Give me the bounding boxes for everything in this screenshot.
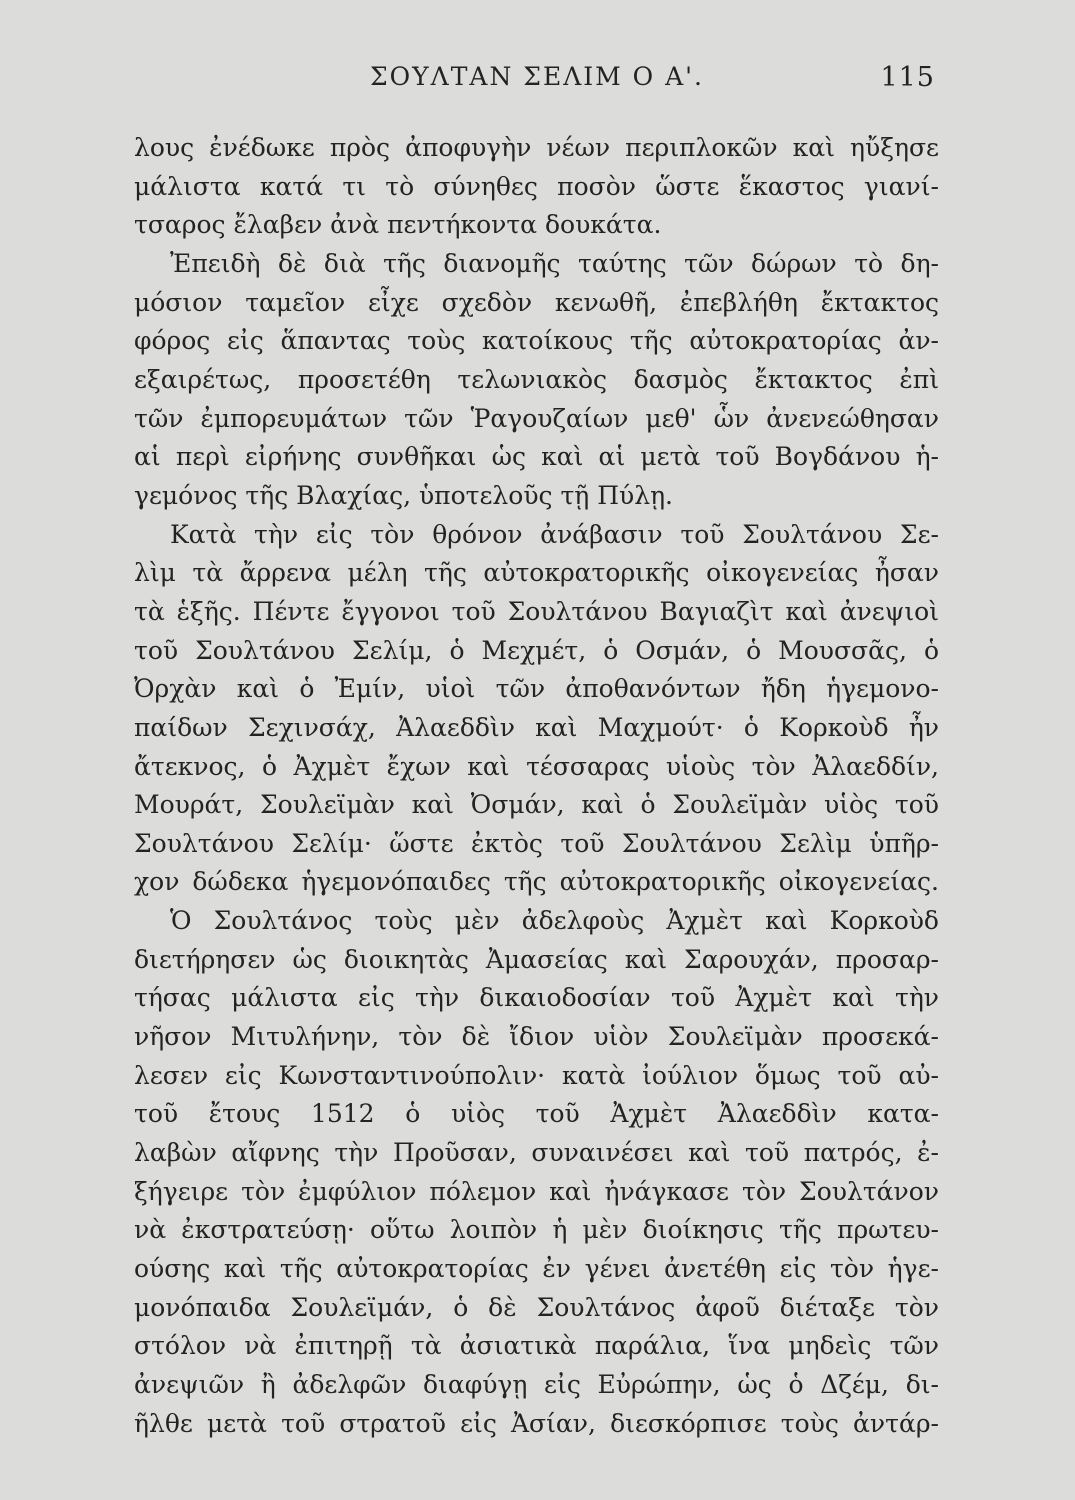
text-line: Ἐπειδὴ δὲ διὰ τῆς διανομῆς ταύτης τῶν δώρων τὸ δη- bbox=[170, 248, 939, 278]
text-line: λεσεν εἰς Κωνσταντινούπολιν· κατὰ ἰούλιον ὅμως τοῦ αὐ- bbox=[134, 1060, 939, 1090]
text-line: Ὁ Σουλτάνος τοὺς μὲν ἀδελφοὺς Ἀχμὲτ καὶ Κορκοὺδ bbox=[170, 906, 939, 936]
text-line: λους ἐνέδωκε πρὸς ἀποφυγὴν νέων περιπλοκῶν καὶ ηὔξησε bbox=[134, 133, 939, 162]
text-line: Ὀρχὰν καὶ ὁ Ἐμίν, υἱοὶ τῶν ἀποθανόντων ἤδη ἡγεμονο- bbox=[134, 674, 939, 704]
text-line: τοῦ ἔτους 1512 ὁ υἱὸς τοῦ Ἀχμὲτ Ἀλαεδδὶν κατα- bbox=[134, 1099, 939, 1129]
text-line: τοῦ Σουλτάνου Σελίμ, ὁ Μεχμέτ, ὁ Οσμάν, ὁ Μουσσᾶς, ὁ bbox=[134, 635, 939, 665]
text-line: νῆσον Μιτυλήνην, τὸν δὲ ἴδιον υἱὸν Σουλεϊμὰν προσεκά- bbox=[134, 1022, 939, 1052]
text-line: φόρος εἰς ἅπαντας τοὺς κατοίκους τῆς αὐτοκρατορίας ἀν- bbox=[134, 326, 939, 356]
text-line: ῆλθε μετὰ τοῦ στρατοῦ εἰς Ἀσίαν, διεσκόρπισε τοὺς ἀντάρ- bbox=[134, 1408, 939, 1438]
text-line: μονόπαιδα Σουλεϊμάν, ὁ δὲ Σουλτάνος ἀφοῦ διέταξε τὸν bbox=[134, 1292, 939, 1322]
text-line: μόσιον ταμεῖον εἶχε σχεδὸν κενωθῆ, ἐπεβλήθη ἔκτακτος bbox=[134, 287, 939, 317]
text-line: τσαρος ἔλαβεν ἀνὰ πεντήκοντα δουκάτα. bbox=[134, 210, 662, 240]
running-head bbox=[135, 62, 935, 102]
text-line: ἄτεκνος, ὁ Ἀχμὲτ ἔχων καὶ τέσσαρας υἱοὺς τὸν Ἀλαεδδίν, bbox=[134, 751, 939, 781]
text-line: ξήγειρε τὸν ἐμφύλιον πόλεμον καὶ ἠνάγκασε τὸν Σουλτάνον bbox=[134, 1176, 939, 1206]
running-title: ΣΟΥΛΤΑΝ ΣΕΛΙΜ Ο Α'. bbox=[370, 62, 704, 91]
page-number: 115 bbox=[880, 62, 935, 93]
text-line: τὰ ἑξῆς. Πέντε ἔγγονοι τοῦ Σουλτάνου Βαγιαζὶτ καὶ ἀνεψιοὶ bbox=[134, 596, 939, 626]
text-line: εξαιρέτως, προσετέθη τελωνιακὸς δασμὸς ἔκτακτος ἐπὶ bbox=[134, 364, 939, 394]
text-line: διετήρησεν ὡς διοικητὰς Ἀμασείας καὶ Σαρουχάν, προσαρ- bbox=[134, 944, 939, 974]
text-line: λαβὼν αἴφνης τὴν Προῦσαν, συναινέσει καὶ τοῦ πατρός, ἐ- bbox=[134, 1138, 939, 1168]
body-text bbox=[134, 129, 939, 1443]
text-line: Σουλτάνου Σελίμ· ὥστε ἐκτὸς τοῦ Σουλτάνου Σελὶμ ὑπῆρ- bbox=[134, 828, 939, 858]
text-line: χον δώδεκα ἡγεμονόπαιδες τῆς αὐτοκρατορικῆς οἰκογενείας. bbox=[134, 867, 939, 897]
text-line: λὶμ τὰ ἄρρενα μέλη τῆς αὐτοκρατορικῆς οἰκογενείας ἦσαν bbox=[134, 558, 939, 588]
text-line: τῶν ἐμπορευμάτων τῶν Ῥαγουζαίων μεθ' ὧν ἀνενεώθησαν bbox=[134, 403, 939, 433]
text-line: νὰ ἐκστρατεύσῃ· οὕτω λοιπὸν ἡ μὲν διοίκησις τῆς πρωτευ- bbox=[134, 1215, 939, 1245]
text-line: ούσης καὶ τῆς αὐτοκρατορίας ἐν γένει ἀνετέθη εἰς τὸν ἡγε- bbox=[134, 1254, 939, 1284]
text-line: γεμόνος τῆς Βλαχίας, ὑποτελοῦς τῇ Πύλῃ. bbox=[134, 480, 674, 510]
text-line: αἱ περὶ εἰρήνης συνθῆκαι ὡς καὶ αἱ μετὰ τοῦ Βογδάνου ἡ- bbox=[134, 442, 939, 472]
text-line: μάλιστα κατά τι τὸ σύνηθες ποσὸν ὥστε ἕκαστος γιανί- bbox=[134, 171, 939, 201]
text-line: Μουράτ, Σουλεϊμὰν καὶ Ὀσμάν, καὶ ὁ Σουλεϊμὰν υἱὸς τοῦ bbox=[134, 790, 939, 820]
text-line: στόλον νὰ ἐπιτηρῇ τὰ ἀσιατικὰ παράλια, ἵνα μηδεὶς τῶν bbox=[134, 1331, 939, 1361]
text-line: Κατὰ τὴν εἰς τὸν θρόνον ἀνάβασιν τοῦ Σουλτάνου Σε- bbox=[170, 519, 939, 549]
text-line: τήσας μάλιστα εἰς τὴν δικαιοδοσίαν τοῦ Ἀχμὲτ καὶ τὴν bbox=[134, 983, 939, 1013]
text-line: παίδων Σεχινσάχ, Ἀλαεδδὶν καὶ Μαχμούτ· ὁ Κορκοὺδ ἦν bbox=[134, 712, 939, 742]
text-line: ἀνεψιῶν ἢ ἀδελφῶν διαφύγῃ εἰς Εὐρώπην, ὡς ὁ Δζέμ, δι- bbox=[134, 1370, 939, 1399]
